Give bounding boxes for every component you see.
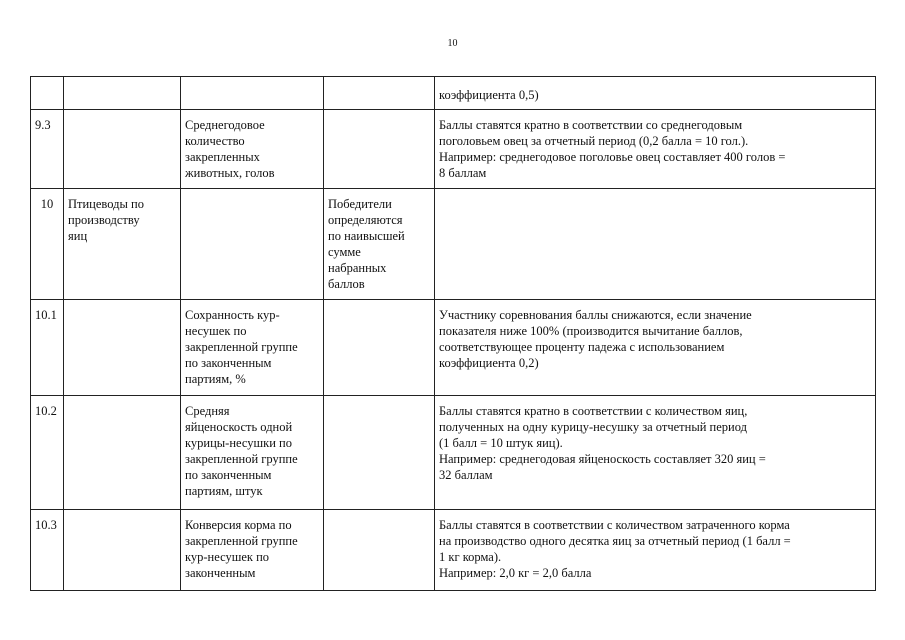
winner-rule-cell	[324, 77, 435, 110]
row-number-cell: 10.2	[31, 396, 64, 510]
row-number-cell	[31, 77, 64, 110]
indicator-cell: Среднегодовое количество закрепленных животных, голов	[181, 110, 324, 189]
table-row	[31, 300, 876, 396]
row-number-cell: 10.1	[31, 300, 64, 396]
scoring-cell: Баллы ставятся кратно в соответствии со среднегодовым поголовьем овец за отчетный период (0,2 балла = 10 гол.). Например: среднегодовое поголовье овец составляет 400 голов = 8 баллам	[435, 110, 876, 189]
winner-rule-cell	[324, 396, 435, 510]
winner-rule-cell	[324, 110, 435, 189]
table-row	[31, 189, 876, 300]
row-number-cell: 10.3	[31, 510, 64, 591]
category-cell	[64, 300, 181, 396]
indicator-cell: Конверсия корма по закрепленной группе кур-несушек по законченным	[181, 510, 324, 591]
table-row	[31, 77, 876, 110]
scoring-cell: Баллы ставятся кратно в соответствии с количеством яиц, полученных на одну курицу-несушку за отчетный период (1 балл = 10 штук яиц). Например: среднегодовая яйценоскость составляет 320 яиц = 32 баллам	[435, 396, 876, 510]
scoring-cell	[435, 189, 876, 300]
winner-rule-cell	[324, 300, 435, 396]
scoring-cell: Участнику соревнования баллы снижаются, если значение показателя ниже 100% (производится вычитание баллов, соответствующее проценту падежа с использованием коэффициента 0,2)	[435, 300, 876, 396]
category-cell	[64, 110, 181, 189]
row-number-cell: 10	[31, 189, 64, 300]
indicator-cell: Средняя яйценоскость одной курицы-несушки по закрепленной группе по законченным партиям, штук	[181, 396, 324, 510]
indicator-cell	[181, 189, 324, 300]
category-cell	[64, 510, 181, 591]
table-row	[31, 396, 876, 510]
indicator-cell	[181, 77, 324, 110]
table-row	[31, 110, 876, 189]
row-number-cell: 9.3	[31, 110, 64, 189]
category-cell	[64, 77, 181, 110]
table-row	[31, 510, 876, 591]
scoring-cell: Баллы ставятся в соответствии с количеством затраченного корма на производство одного десятка яиц за отчетный период (1 балл = 1 кг корма). Например: 2,0 кг = 2,0 балла	[435, 510, 876, 591]
page-number: 10	[447, 38, 458, 49]
criteria-table	[30, 76, 876, 591]
winner-rule-cell: Победители определяются по наивысшей сумме набранных баллов	[324, 189, 435, 300]
indicator-cell: Сохранность кур- несушек по закрепленной группе по законченным партиям, %	[181, 300, 324, 396]
scoring-cell: коэффициента 0,5)	[435, 77, 876, 110]
winner-rule-cell	[324, 510, 435, 591]
category-cell	[64, 396, 181, 510]
category-cell: Птицеводы по производству яиц	[64, 189, 181, 300]
